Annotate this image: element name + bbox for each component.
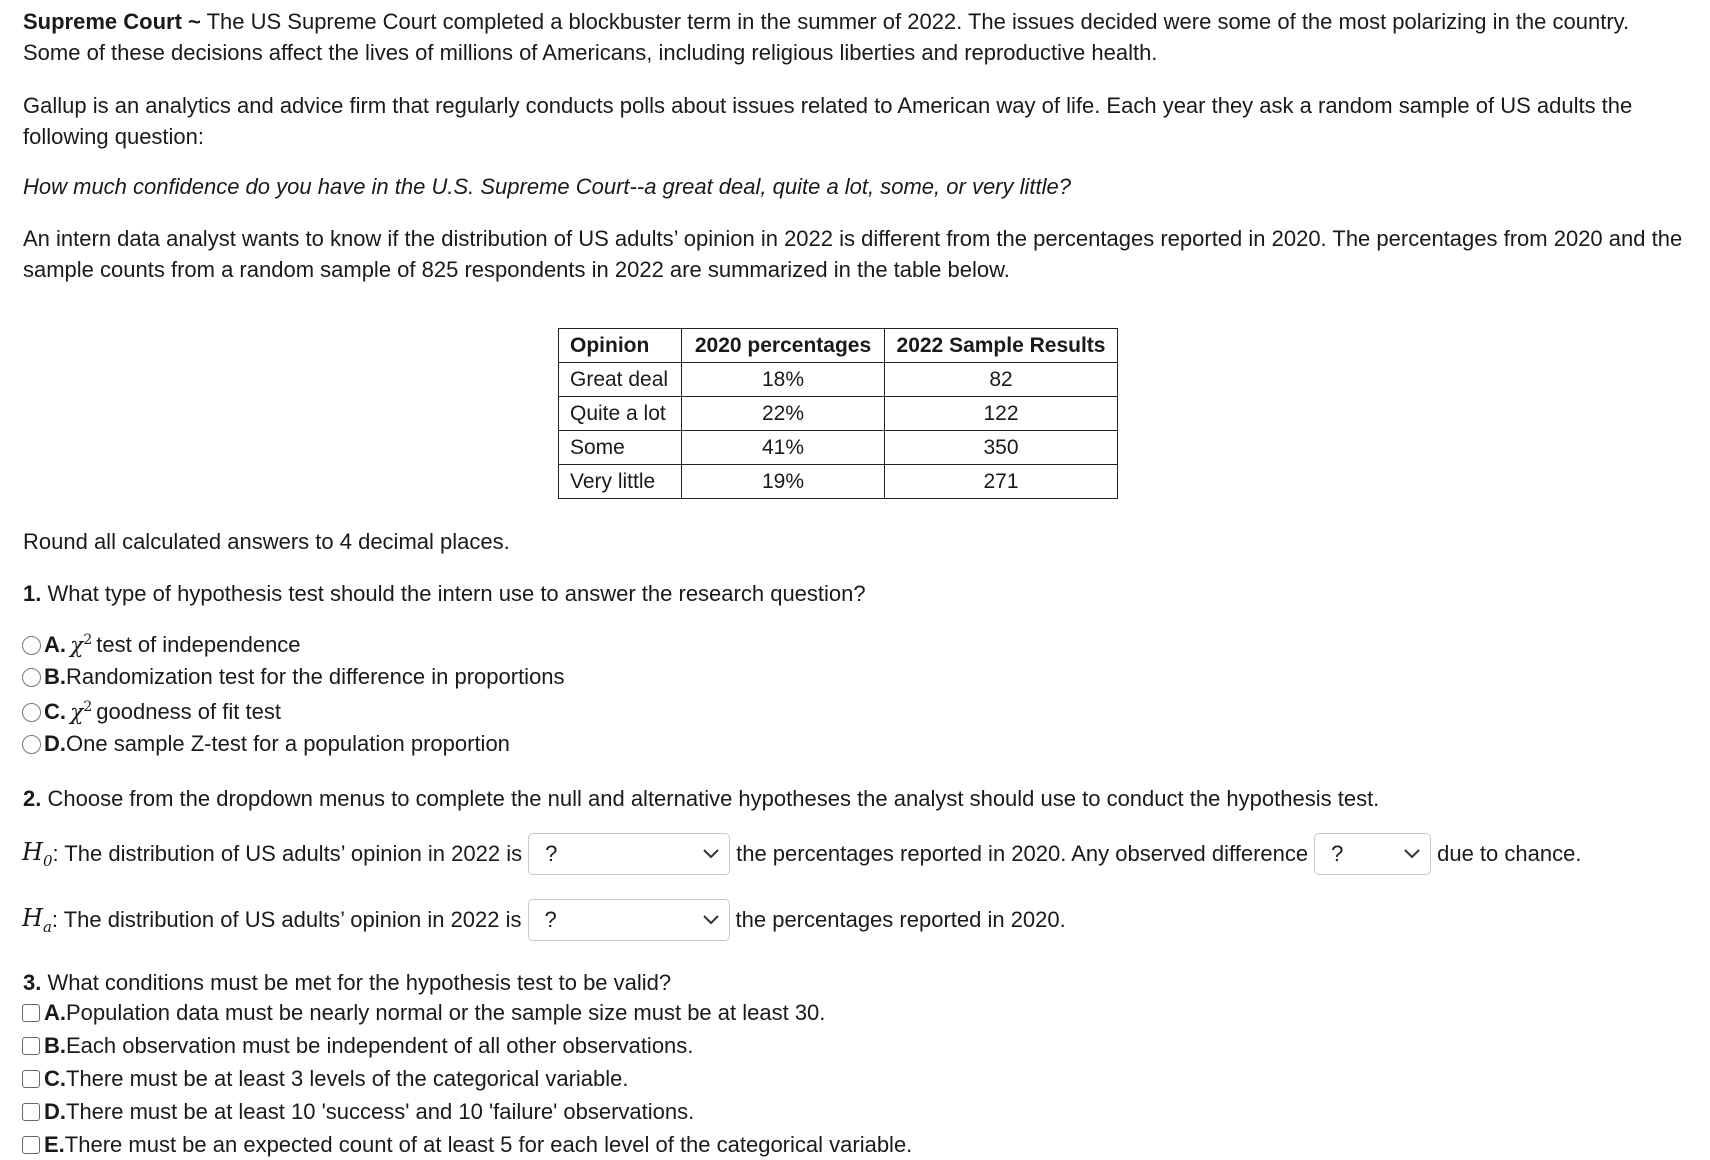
- option-letter: D.: [44, 731, 66, 756]
- h0-pre-text: : The distribution of US adults’ opinion in 2022 is: [52, 841, 523, 866]
- table-cell: 350: [885, 431, 1118, 465]
- q2-prompt: [23, 783, 1683, 814]
- table-cell: Great deal: [559, 363, 682, 397]
- checkbox[interactable]: [22, 1103, 40, 1121]
- table-cell: 22%: [682, 397, 885, 431]
- ha-post-text: the percentages reported in 2020.: [735, 907, 1066, 932]
- checkbox[interactable]: [22, 1037, 40, 1055]
- radio-button[interactable]: [22, 668, 41, 687]
- ha-dropdown[interactable]: [528, 899, 730, 941]
- checkbox[interactable]: [22, 1004, 40, 1022]
- table-cell: 41%: [682, 431, 885, 465]
- table-cell: 19%: [682, 465, 885, 499]
- radio-button[interactable]: [22, 636, 41, 655]
- header-2022: 2022 Sample Results: [885, 329, 1118, 363]
- alternative-hypothesis: [22, 899, 1066, 941]
- intro-title: Supreme Court ~: [23, 9, 201, 34]
- h0-symbol: $H_0$: [22, 838, 53, 870]
- ha-symbol: $H_a$: [22, 904, 52, 936]
- table-row: [559, 431, 1118, 465]
- option-text: Population data must be nearly normal or the sample size must be at least 30.: [66, 1000, 826, 1025]
- option-letter: B.: [44, 664, 66, 689]
- q1-option-c[interactable]: [22, 697, 281, 727]
- table-row: [559, 465, 1118, 499]
- option-letter: A.: [44, 632, 66, 657]
- h0-post-text: due to chance.: [1437, 841, 1582, 866]
- chevron-down-icon: [1404, 849, 1420, 859]
- header-2020: 2020 percentages: [682, 329, 885, 363]
- null-hypothesis: [22, 833, 1581, 875]
- radio-button[interactable]: [22, 735, 41, 754]
- table-cell: 18%: [682, 363, 885, 397]
- option-letter: C.: [44, 699, 66, 724]
- q2-text: Choose from the dropdown menus to complete the null and alternative hypotheses the analyst should use to conduct the hypothesis test.: [41, 786, 1380, 811]
- option-text: There must be at least 10 'success' and 10 'failure' observations.: [66, 1099, 695, 1124]
- option-letter: C.: [44, 1066, 66, 1091]
- analyst-paragraph: An intern data analyst wants to know if the distribution of US adults’ opinion in 2022 is different from the percentages reported in 2020. The percentages from 2020 and the sample counts from a random sample of 825 respondents in 2022 are summarized in the table below.: [23, 226, 1683, 282]
- q3-text: What conditions must be met for the hypothesis test to be valid?: [41, 970, 672, 995]
- radio-button[interactable]: [22, 703, 41, 722]
- option-letter: E.: [44, 1132, 65, 1157]
- q3-option-b[interactable]: [22, 1031, 693, 1061]
- dropdown-value: ?: [545, 841, 558, 866]
- q1-number: 1.: [23, 581, 42, 606]
- q1-option-d[interactable]: [22, 729, 510, 759]
- option-letter: A.: [44, 1000, 66, 1025]
- ha-pre-text: : The distribution of US adults’ opinion in 2022 is: [51, 907, 522, 932]
- option-text: There must be at least 3 levels of the categorical variable.: [66, 1066, 629, 1091]
- intro-text: The US Supreme Court completed a blockbuster term in the summer of 2022. The issues decided were some of the most polarizing in the country. Some of these decisions affect the lives of millions of Americans, including religious liberties and reproductive health.: [23, 9, 1630, 65]
- table-row: [559, 363, 1118, 397]
- intro-paragraph: [23, 6, 1683, 68]
- q1-option-b[interactable]: [22, 662, 565, 692]
- chi-symbol: $\chi^2$: [70, 631, 93, 659]
- table-cell: Quite a lot: [559, 397, 682, 431]
- table-cell: Very little: [559, 465, 682, 499]
- table-header-row: [559, 329, 1118, 363]
- chevron-down-icon: [703, 915, 719, 925]
- option-letter: B.: [44, 1033, 66, 1058]
- option-text: There must be an expected count of at least 5 for each level of the categorical variable.: [64, 1132, 913, 1157]
- dropdown-value: ?: [544, 907, 557, 932]
- q1-option-a[interactable]: [22, 630, 301, 660]
- q3-number: 3.: [23, 970, 42, 995]
- option-text: One sample Z-test for a population proportion: [66, 731, 510, 756]
- chevron-down-icon: [703, 849, 719, 859]
- header-opinion: Opinion: [559, 329, 682, 363]
- table-cell: Some: [559, 431, 682, 465]
- checkbox[interactable]: [22, 1070, 40, 1088]
- checkbox[interactable]: [22, 1136, 40, 1154]
- gallup-paragraph: Gallup is an analytics and advice firm that regularly conducts polls about issues related to American way of life. Each year they ask a random sample of US adults the following question:: [23, 93, 1633, 149]
- q3-option-a[interactable]: [22, 998, 825, 1028]
- q1-prompt: [23, 578, 1683, 609]
- table-cell: 271: [885, 465, 1118, 499]
- q2-number: 2.: [23, 786, 42, 811]
- q3-option-d[interactable]: [22, 1097, 694, 1127]
- table-cell: 122: [885, 397, 1118, 431]
- option-text: goodness of fit test: [96, 699, 281, 724]
- option-letter: D.: [44, 1099, 66, 1124]
- q3-option-c[interactable]: [22, 1064, 629, 1094]
- data-table: [558, 328, 1118, 499]
- q1-text: What type of hypothesis test should the intern use to answer the research question?: [41, 581, 866, 606]
- dropdown-value: ?: [1331, 841, 1344, 866]
- h0-dropdown-2[interactable]: [1314, 833, 1431, 875]
- option-text: test of independence: [96, 632, 301, 657]
- table-cell: 82: [885, 363, 1118, 397]
- table-row: [559, 397, 1118, 431]
- q3-option-e[interactable]: [22, 1130, 912, 1160]
- chi-symbol: $\chi^2$: [70, 698, 93, 726]
- round-note: Round all calculated answers to 4 decimal places.: [23, 529, 510, 554]
- h0-mid-text: the percentages reported in 2020. Any observed difference: [736, 841, 1309, 866]
- option-text: Each observation must be independent of all other observations.: [66, 1033, 694, 1058]
- survey-question: How much confidence do you have in the U.S. Supreme Court--a great deal, quite a lot, some, or very little?: [23, 174, 1071, 199]
- q3-prompt: [23, 967, 1683, 998]
- h0-dropdown-1[interactable]: [528, 833, 730, 875]
- option-text: Randomization test for the difference in proportions: [66, 664, 565, 689]
